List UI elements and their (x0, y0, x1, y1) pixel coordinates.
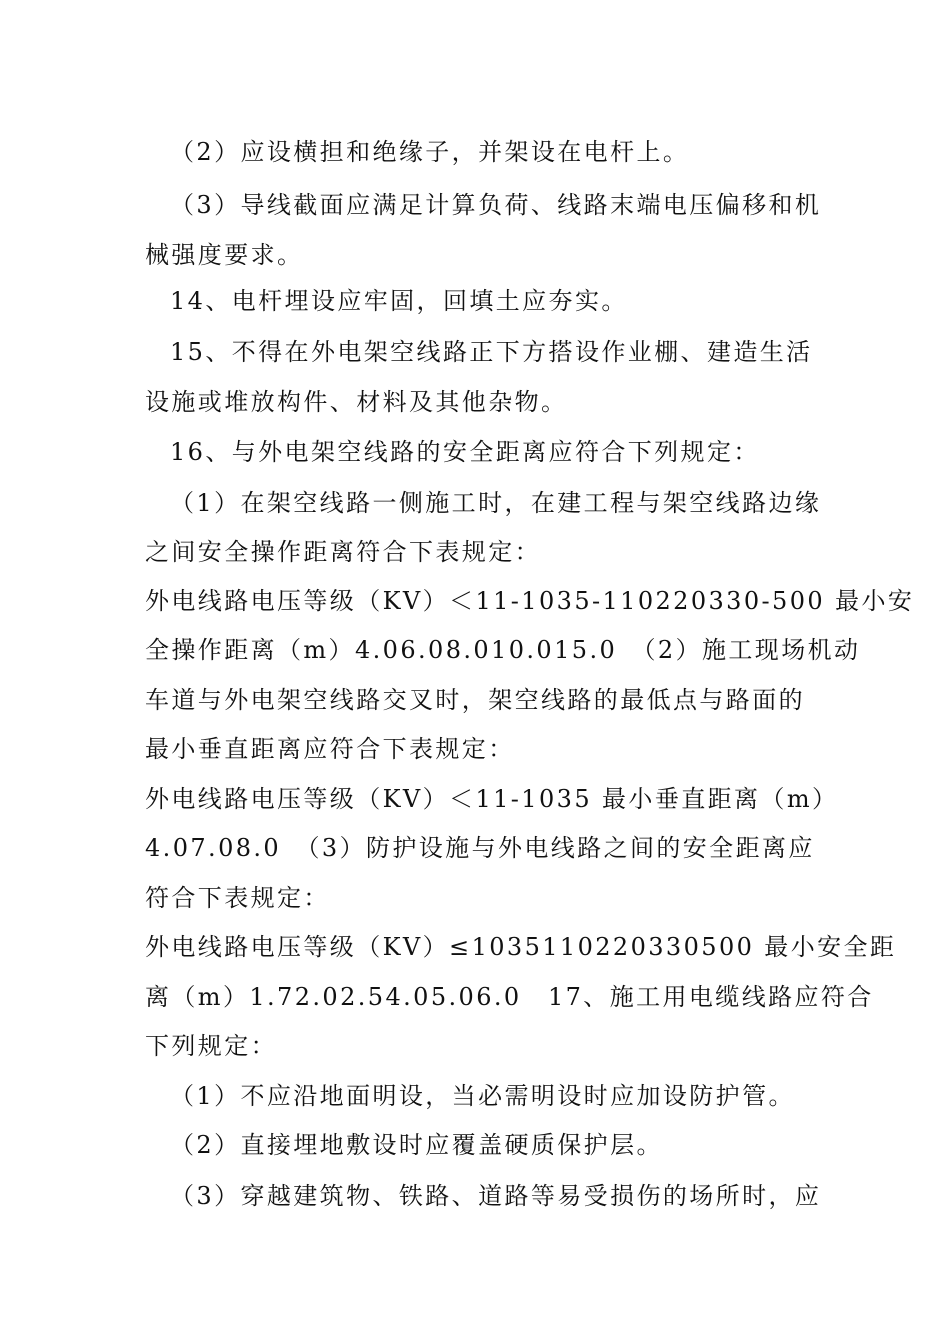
text-line: 4.07.08.0 （3）防护设施与外电线路之间的安全距离应 (145, 834, 815, 862)
text-line: 设施或堆放构件、材料及其他杂物。 (145, 388, 568, 416)
text-line: 符合下表规定： (145, 884, 330, 912)
text-line: 下列规定： (145, 1032, 277, 1060)
text-line: （2）直接埋地敷设时应覆盖硬质保护层。 (170, 1131, 663, 1159)
text-line: 全操作距离（m）4.06.08.010.015.0 （2）施工现场机动 (145, 636, 861, 664)
text-line: 之间安全操作距离符合下表规定： (145, 538, 541, 566)
text-line: 外电线路电压等级（KV）＜11-1035 最小垂直距离（m） (145, 785, 839, 813)
text-line: 离（m）1.72.02.54.05.06.0 17、施工用电缆线路应符合 (145, 983, 874, 1011)
text-line: （1）不应沿地面明设，当必需明设时应加设防护管。 (170, 1082, 795, 1110)
text-line: （1）在架空线路一侧施工时，在建工程与架空线路边缘 (170, 489, 822, 517)
text-line: 车道与外电架空线路交叉时，架空线路的最低点与路面的 (145, 686, 805, 714)
text-line: 外电线路电压等级（KV）＜11-1035-110220330-500 最小安 (145, 587, 915, 615)
text-line: 外电线路电压等级（KV）≤1035110220330500 最小安全距 (145, 933, 897, 961)
text-line: 最小垂直距离应符合下表规定： (145, 735, 515, 763)
text-line: 械强度要求。 (145, 241, 304, 269)
text-line: （3）导线截面应满足计算负荷、线路末端电压偏移和机 (170, 191, 822, 219)
text-line: 16、与外电架空线路的安全距离应符合下列规定： (170, 438, 760, 466)
text-line: （3）穿越建筑物、铁路、道路等易受损伤的场所时，应 (170, 1182, 822, 1210)
text-line: 14、电杆埋设应牢固，回填土应夯实。 (170, 287, 628, 315)
text-line: （2）应设横担和绝缘子，并架设在电杆上。 (170, 138, 690, 166)
text-line: 15、不得在外电架空线路正下方搭设作业棚、建造生活 (170, 338, 813, 366)
